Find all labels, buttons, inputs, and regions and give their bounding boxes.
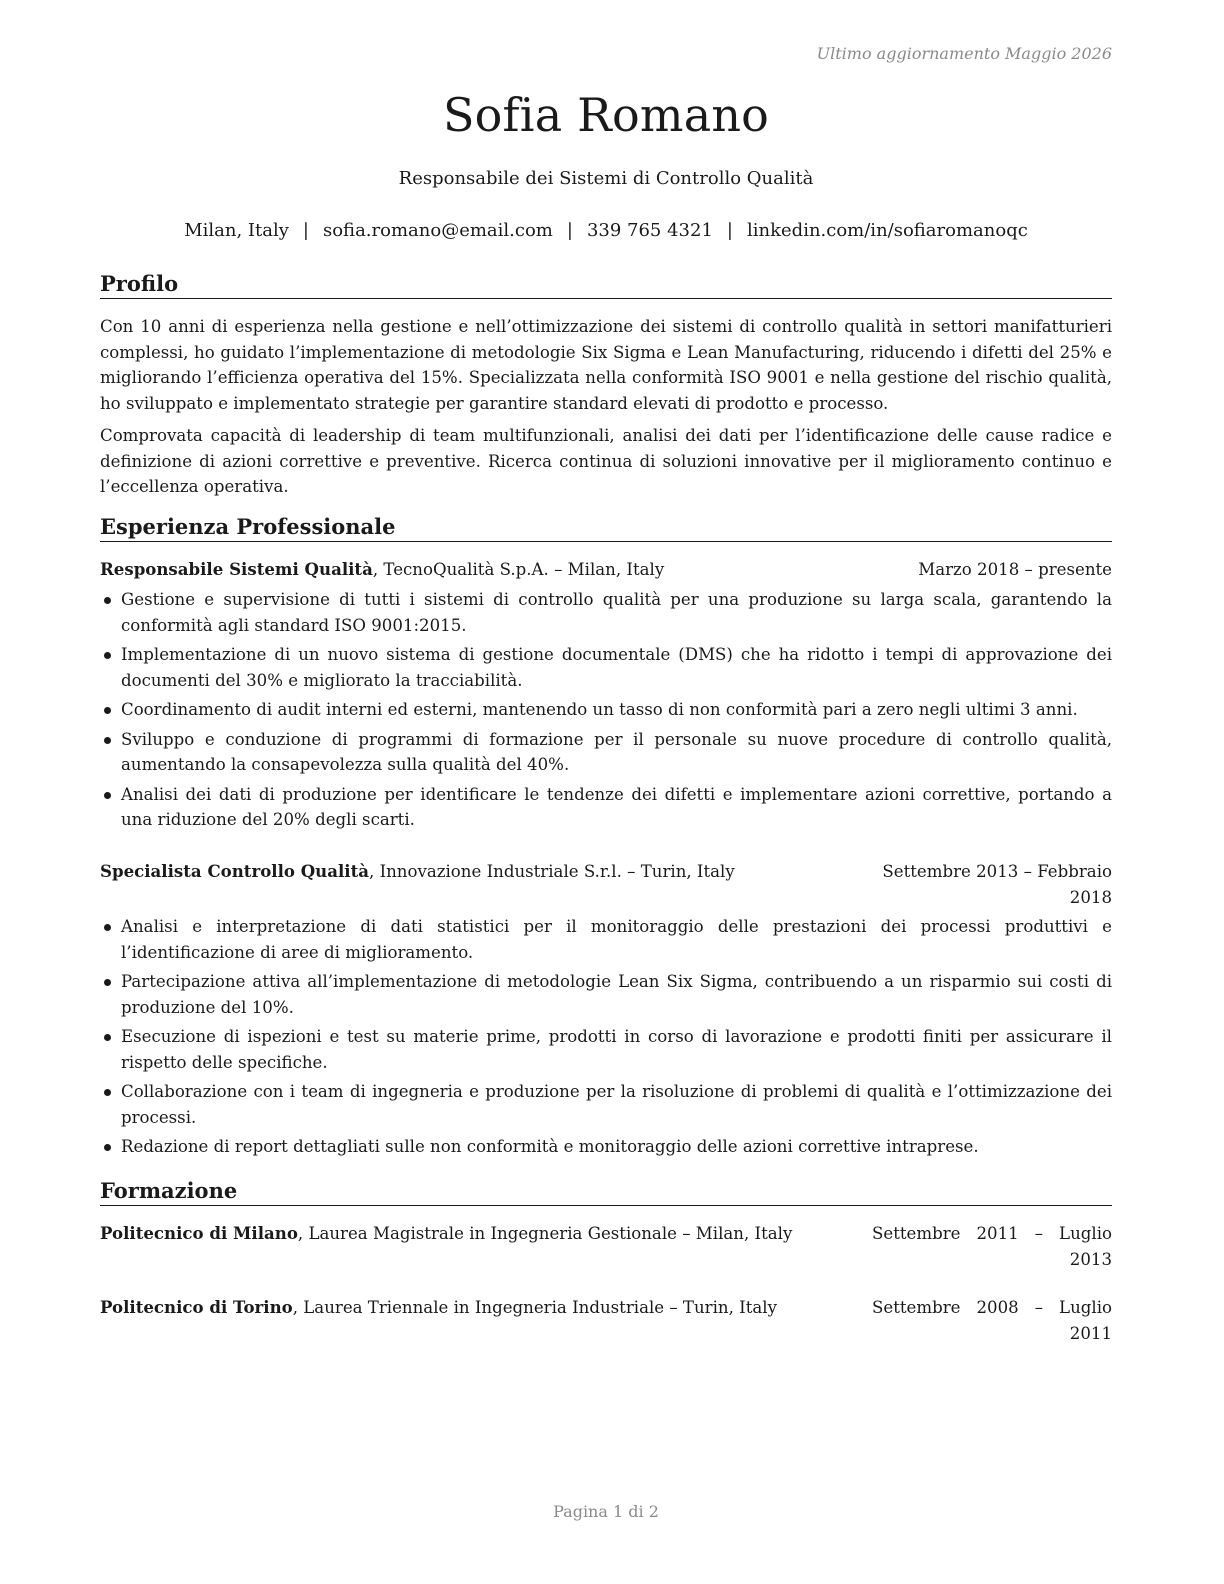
education-school: Politecnico di Torino [100,1297,293,1317]
profile-paragraph: Comprovata capacità di leadership di team multifunzionali, analisi dei dati per l’identificazione delle cause radice e definizione di azioni correttive e preventive. Ricerca continua di soluzioni innovative per il miglioramento continuo e l’eccellenza operativa. [100,426,1112,496]
education-entry [100,1295,1112,1346]
contact-phone: 339 765 4321 [586,220,713,241]
job-header [100,557,1112,583]
job-company: , TecnoQualità S.p.A. – Milan, Italy [372,560,665,579]
list-item: Partecipazione attiva all’implementazione di metodologie Lean Six Sigma, contribuendo a un risparmio sui costi di produzione del 10%. [100,969,1112,1020]
contact-separator: | [566,220,573,241]
resume-page [100,0,1112,1584]
page-number: Pagina 1 di 2 [553,1502,659,1521]
section-heading-experience: Esperienza Professionale [100,513,1112,542]
job-header [100,859,1112,910]
education-dates: Settembre 2011 – Luglio 2013 [872,1224,1112,1269]
section-heading-education: Formazione [100,1177,1112,1206]
contact-separator: | [726,220,733,241]
education-entry [100,1221,1112,1272]
job-dates: Settembre 2013 – Febbraio 2018 [882,862,1112,907]
education-degree: , Laurea Triennale in Ingegneria Industriale – Turin, Italy [292,1298,777,1317]
contact-line [100,220,1112,241]
job-bullets [100,587,1112,837]
last-updated: Ultimo aggiornamento Maggio 2026 [816,44,1112,63]
job-role: Responsabile Sistemi Qualità [100,559,373,579]
candidate-name: Sofia Romano [442,88,770,142]
list-item: Analisi e interpretazione di dati statistici per il monitoraggio delle prestazioni dei processi produttivi e l’identificazione di aree di miglioramento. [100,914,1112,965]
education-school: Politecnico di Milano [100,1223,298,1243]
candidate-title: Responsabile dei Sistemi di Controllo Qualità [398,168,814,189]
list-item: Coordinamento di audit interni ed esterni, mantenendo un tasso di non conformità pari a zero negli ultimi 3 anni. [100,697,1112,723]
list-item: Implementazione di un nuovo sistema di gestione documentale (DMS) che ha ridotto i tempi di approvazione dei documenti del 30% e migliorato la tracciabilità. [100,642,1112,693]
education-dates: Settembre 2008 – Luglio 2011 [872,1298,1112,1343]
job-role: Specialista Controllo Qualità [100,861,370,881]
section-heading-profile: Profilo [100,270,1112,299]
contact-location: Milan, Italy [184,220,289,241]
profile-paragraph: Con 10 anni di esperienza nella gestione e nell’ottimizzazione dei sistemi di controllo qualità in settori manifatturieri complessi, ho guidato l’implementazione di metodologie Six Sigma e Lean Manufacturing, riducendo i difetti del 25% e migliorando l’efficienza operativa del 15%. Specializzata nella conformità ISO 9001 e nella gestione del rischio qualità, ho sviluppato e implementato strategie per garantire standard elevati di prodotto e processo. [100,317,1112,413]
education-degree: , Laurea Magistrale in Ingegneria Gestionale – Milan, Italy [297,1224,793,1243]
list-item: Redazione di report dettagliati sulle non conformità e monitoraggio delle azioni correttive intraprese. [100,1134,1112,1160]
list-item: Gestione e supervisione di tutti i sistemi di controllo qualità per una produzione su larga scala, garantendo la conformità agli standard ISO 9001:2015. [100,587,1112,638]
contact-email[interactable]: sofia.romano@email.com [322,220,553,241]
job-dates: Marzo 2018 – presente [918,560,1112,579]
list-item: Sviluppo e conduzione di programmi di formazione per il personale su nuove procedure di controllo qualità, aumentando la consapevolezza sulla qualità del 40%. [100,727,1112,778]
job-company: , Innovazione Industriale S.r.l. – Turin, Italy [369,862,735,881]
list-item: Analisi dei dati di produzione per identificare le tendenze dei difetti e implementare azioni correttive, portando a una riduzione del 20% degli scarti. [100,782,1112,833]
job-bullets [100,914,1112,1164]
list-item: Esecuzione di ispezioni e test su materie prime, prodotti in corso di lavorazione e prodotti finiti per assicurare il rispetto delle specifiche. [100,1024,1112,1075]
contact-separator: | [302,220,309,241]
contact-linkedin[interactable]: linkedin.com/in/sofiaromanoqc [747,220,1028,241]
list-item: Collaborazione con i team di ingegneria e produzione per la risoluzione di problemi di qualità e l’ottimizzazione dei processi. [100,1079,1112,1130]
